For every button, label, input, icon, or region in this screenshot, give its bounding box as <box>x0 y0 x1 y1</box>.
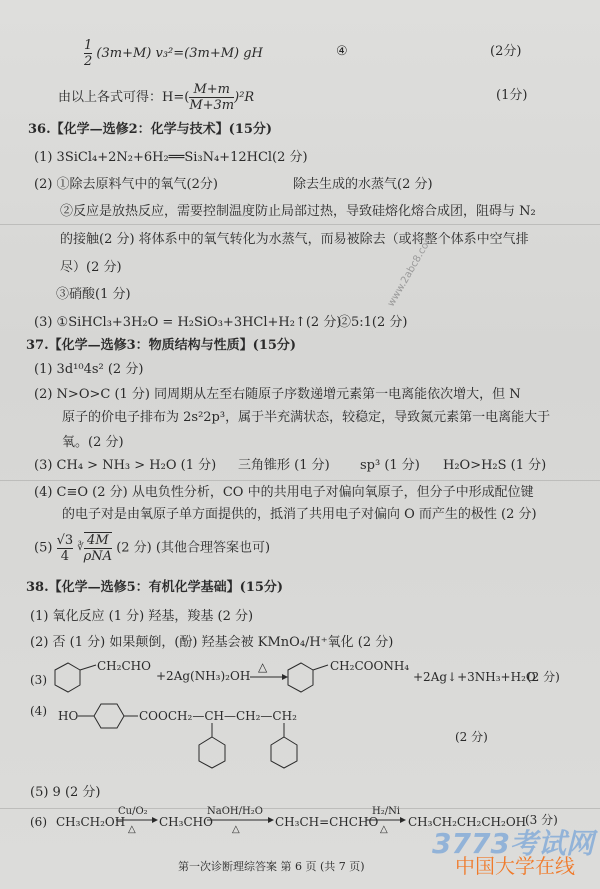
item-label: (3) <box>30 673 47 687</box>
q36-p2c: ②反应是放热反应，需要控制温度防止局部过热，导致硅熔化熔合成团，阻碍与 N₂ <box>60 204 536 219</box>
q36-p3a: (3) ①SiHCl₃+3H₂O = H₂SiO₃+3HCl+H₂↑(2 分) <box>34 315 342 330</box>
q37-p5: (5) $\frac{√3}{4}$ ∛ $\frac{4M}{\text{ρNA}}$ (2 分) (其他合理答案也可) <box>34 532 271 564</box>
q37-p1: (1) 3d¹⁰4s² (2 分) <box>34 362 144 377</box>
site-watermark: www.2abc8.com <box>385 232 437 309</box>
arrow-icon <box>152 817 158 823</box>
substituent: CH₂CHO <box>97 659 151 673</box>
q36-p3b: ②5:1(2 分) <box>338 315 408 330</box>
ester-chain: COOCH₂—CH—CH₂—CH₂ <box>139 709 297 723</box>
fold-line <box>0 224 600 225</box>
frac-num: 4M <box>84 533 112 549</box>
compound: CH₃CH₂OH <box>56 815 126 829</box>
q38-p1: (1) 氧化反应 (1 分) 羟基，羧基 (2 分) <box>30 609 254 624</box>
q37-p2b: 原子的价电子排布为 2s²2p³，属于半充满状态，较稳定，导致氮元素第一电离能大于 <box>62 410 551 425</box>
q37-p3d: H₂O>H₂S (1 分) <box>443 458 547 473</box>
q36-p2b: 除去生成的水蒸气(2 分) <box>293 177 433 192</box>
condition: NaOH/H₂O <box>207 806 263 817</box>
item-label: (5) <box>34 540 53 556</box>
q36-p1: (1) 3SiCl₄+2N₂+6H₂══Si₃N₄+12HCl(2 分) <box>34 150 308 165</box>
q37-p2a: (2) N>O>C (1 分) 同周期从左至右随原子序数递增元素第一电离能依次增大，但 N <box>34 387 521 402</box>
condition: H₂/Ni <box>372 806 401 817</box>
equation-marker: ④ <box>336 44 348 59</box>
equation-text: (3m+M) v₃²=(3m+M) gH <box>96 46 263 61</box>
score: (2 分) <box>455 730 488 744</box>
frac-den: 4 <box>60 548 69 564</box>
arrow-icon <box>268 817 274 823</box>
q37-p3c: sp³ (1 分) <box>360 458 420 473</box>
item-label: (4) <box>30 704 47 718</box>
page-footer: 第一次诊断理综答案 第 6 页 (共 7 页) <box>178 860 365 873</box>
compound: CH₃CH₂CH₂CH₂OH <box>408 815 527 829</box>
result-suffix: )²R <box>234 90 255 105</box>
score: (3 分) <box>525 813 558 827</box>
result-prefix: 由以上各式可得：H=( <box>58 90 190 105</box>
result-equation <box>58 82 254 113</box>
site-logo-cuoline: 中国大学在线 <box>455 854 575 878</box>
fold-line <box>0 480 600 481</box>
reagent: +2Ag(NH₃)₂OH <box>156 669 251 683</box>
benzene-ring-icon <box>199 737 225 768</box>
q36-p2d: 的接触(2 分) 将体系中的氧气转化为水蒸气，而易被除去（或将整个体系中空气排 <box>60 232 529 247</box>
frac-den: 2 <box>84 54 93 69</box>
q37-p3a: (3) CH₄ > NH₃ > H₂O (1 分) <box>34 458 217 473</box>
condition: △ <box>258 660 268 674</box>
score: (2 分) <box>527 670 560 684</box>
compound: CH₃CHO <box>159 815 213 829</box>
organic-structures <box>0 655 600 775</box>
frac-den: M+3m <box>189 98 235 113</box>
q38-p2: (2) 否 (1 分) 如果颠倒，(酚) 羟基会被 KMnO₄/H⁺氧化 (2 分) <box>30 635 394 650</box>
q36-p2f: ③硝酸(1 分) <box>56 287 131 302</box>
frac-num: 1 <box>84 38 93 53</box>
q37-p4b: 的电子对是由氧原子单方面提供的，抵消了共用电子对偏向 O 而产生的极性 (2 分) <box>62 507 537 522</box>
products: +2Ag↓+3NH₃+H₂O <box>413 670 536 684</box>
site-logo-3773: 3773考试网 <box>432 827 594 860</box>
item-label: (6) <box>30 815 47 829</box>
score: (1分) <box>496 88 528 103</box>
benzene-ring-icon <box>271 737 297 768</box>
compound: CH₃CH=CHCHO <box>275 815 379 829</box>
frac-num: M+m <box>189 82 234 98</box>
score-note: (2 分) (其他合理答案也可) <box>116 540 271 556</box>
q36-p2a: (2) ①除去原料气中的氧气(2分) <box>34 177 218 192</box>
score: (2分) <box>490 44 522 59</box>
q38-title: 38.【化学—选修5：有机化学基础】(15分) <box>26 580 284 595</box>
substituent: CH₂COONH₄ <box>330 659 410 673</box>
q37-p2c: 氧。(2 分) <box>62 435 124 450</box>
q37-p4a: (4) C≡O (2 分) 从电负性分析，CO 中的共用电子对偏向氧原子，但分子中形成配位键 <box>34 485 534 500</box>
frac-num: √3 <box>56 532 74 548</box>
condition: △ <box>380 824 388 835</box>
hydroxy-group: HO <box>58 709 79 723</box>
arrow-icon <box>282 674 288 680</box>
frac-den: ρNA <box>83 549 113 564</box>
q36-p2e: 尽）(2 分) <box>60 260 122 275</box>
q37-title: 37.【化学—选修3：物质结构与性质】(15分) <box>26 338 297 353</box>
q37-p3b: 三角锥形 (1 分) <box>238 458 330 473</box>
q36-title: 36.【化学—选修2：化学与技术】(15分) <box>28 122 273 137</box>
q38-p5: (5) 9 (2 分) <box>30 785 101 800</box>
energy-equation <box>84 38 263 69</box>
condition: Cu/O₂ <box>118 806 148 817</box>
condition: △ <box>128 824 136 835</box>
condition: △ <box>232 824 240 835</box>
arrow-icon <box>400 817 406 823</box>
benzene-ring-icon <box>94 704 124 728</box>
benzene-ring-icon <box>288 663 313 692</box>
benzene-ring-icon <box>55 663 80 692</box>
